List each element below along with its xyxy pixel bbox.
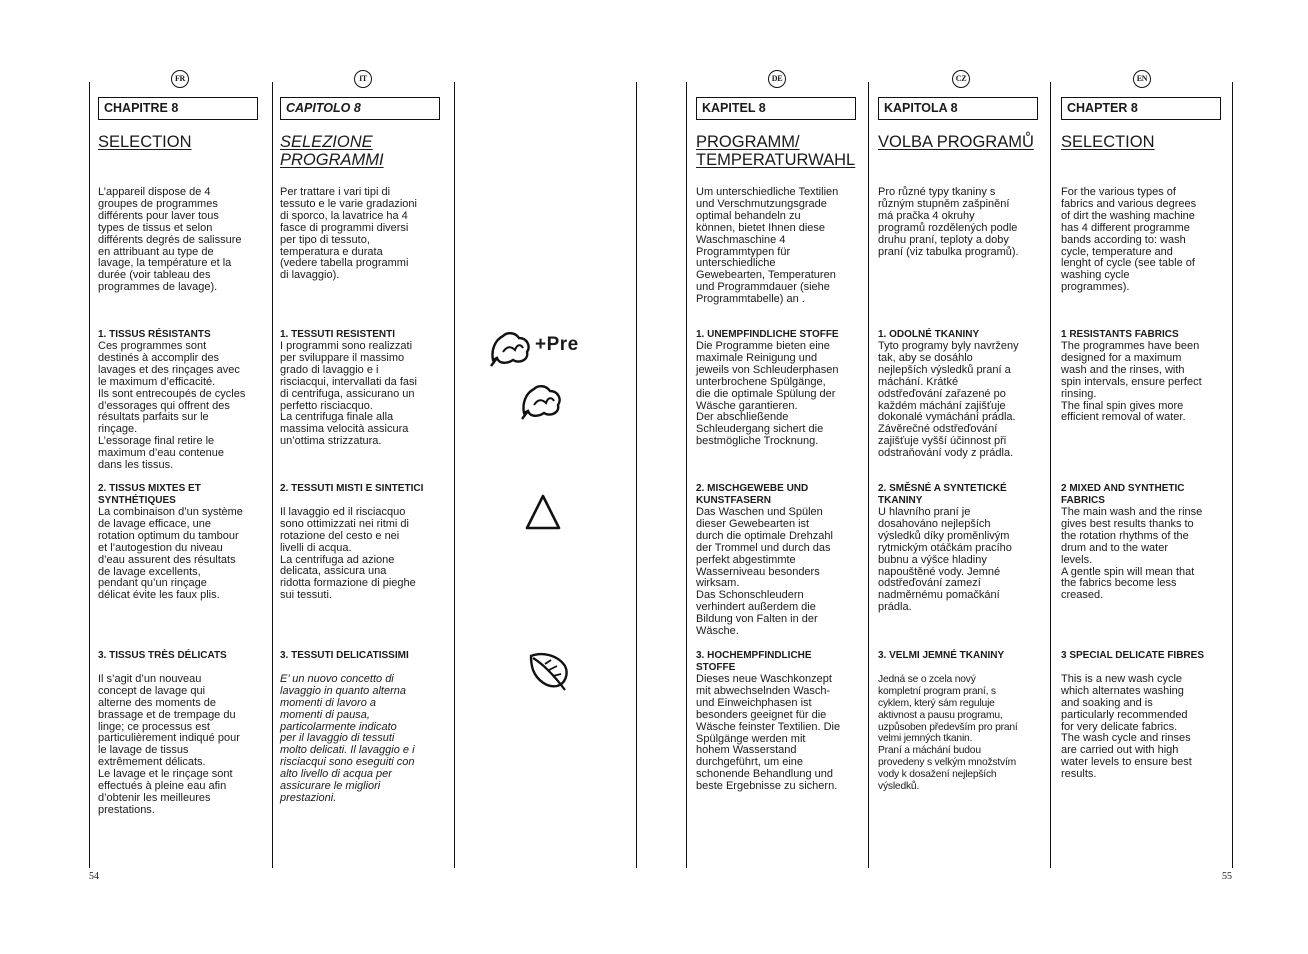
text-resistant: Die Programme bieten eine maximale Reinigung und jeweils von Schleuderphasen unterbrochene Spülgänge, die die optimale Spülung der Wäsche garantieren. Der abschließende Schleudergang sichert die bestmögliche Trocknung. bbox=[696, 340, 839, 448]
cotton-icon bbox=[520, 383, 564, 421]
rule-left-margin bbox=[89, 82, 90, 868]
section-title: SELECTION bbox=[98, 133, 192, 151]
heading-mixed: 2 MIXED AND SYNTHETIC FABRICS bbox=[1061, 483, 1185, 506]
section-title: SELEZIONE PROGRAMMI bbox=[280, 133, 384, 169]
lang-badge-cz: CZ bbox=[952, 70, 970, 88]
rule-de-cz bbox=[868, 82, 869, 868]
heading-delicate: 3. VELMI JEMNÉ TKANINY bbox=[878, 650, 1005, 661]
text-delicate: Dieses neue Waschkonzept mit abwechselnden Wasch- und Einweichphasen ist besonders geeignet für die Wäsche feinster Textilien. Die Spülgänge werden mit hohem Wasserstand durchgeführt, um eine schonende Behandlung und beste Ergebnisse zu sichern. bbox=[696, 673, 841, 793]
rule-right-margin bbox=[1232, 82, 1233, 868]
column-fr bbox=[98, 97, 258, 816]
column-cz bbox=[878, 97, 1038, 793]
text-mixed: U hlavního praní je dosahováno nejlepších výsledků díky proměnlivým rytmickým otáčkám pracího bubnu a výšce hladiny napouštěné vody. Jemné odstřeďování zamezí nadměrnému pomačkání prádla. bbox=[878, 506, 1012, 614]
intro-text: Pro různé typy tkaniny s různým stupněm zašpinění má pračka 4 okruhy programů rozdělených podle druhu praní, teploty a doby praní (viz tabulka programů). bbox=[878, 186, 1019, 258]
heading-resistant: 1. ODOLNÉ TKANINY bbox=[878, 329, 980, 340]
heading-resistant: 1 RESISTANTS FABRICS bbox=[1061, 329, 1179, 340]
heading-delicate: 3. TESSUTI DELICATISSIMI bbox=[280, 650, 409, 661]
text-resistant: Ces programmes sont destinés à accomplir des lavages et des rinçages avec le maximum d’efficacité. Ils sont entrecoupés de cycles d’essorages qui offrent des résultats parfaits sur le rinçage. L’essorage final retire le maximum d’eau contenue dans les tissus. bbox=[98, 340, 246, 472]
heading-mixed: 2. SMĚSNÉ A SYNTETICKÉ TKANINY bbox=[878, 483, 1007, 506]
text-delicate: E’ un nuovo concetto di lavaggio in quanto alterna momenti di lavoro a momenti di pausa, particolarmente indicato per il lavaggio di tessuti molto delicati. Il lavaggio e i risciacqui sono eseguiti con alto livello di acqua per assicurare le migliori prestazioni. bbox=[280, 672, 415, 804]
rule-fr-it bbox=[272, 82, 273, 868]
heading-delicate: 3. HOCHEMPFINDLICHE STOFFE bbox=[696, 650, 812, 673]
text-mixed: The main wash and the rinse gives best results thanks to the rotation rhythms of the drum and to the water levels. A gentle spin will mean that the fabrics become less creased. bbox=[1061, 506, 1203, 602]
lang-badge-fr: FR bbox=[171, 70, 189, 88]
text-resistant: I programmi sono realizzati per sviluppare il massimo grado di lavaggio e i risciacqui, intervallati da fasi di centrifuga, assicurano un perfetto risciacquo. La centrifuga finale alla massima velocità assicura un’ottima strizzatura. bbox=[280, 340, 417, 448]
intro-text: For the various types of fabrics and various degrees of dirt the washing machine has 4 different programme bands according to: wash cycle, temperature and lenght of cycle (see table of washing cycle programmes). bbox=[1061, 186, 1197, 294]
cotton-prewash-icon bbox=[489, 330, 533, 368]
column-it bbox=[280, 97, 440, 804]
chapter-label: CHAPTER 8 bbox=[1061, 97, 1221, 120]
text-mixed: Das Waschen und Spülen dieser Gewebearten ist durch die optimale Drehzahl der Trommel und durch das perfekt abgestimmte Wasserniveau besonders wirksam. Das Schonschleudern verhindert außerdem die Bildung von Falten in der Wäsche. bbox=[696, 506, 833, 638]
lang-badge-it: IT bbox=[354, 70, 372, 88]
page-number-right: 55 bbox=[1222, 871, 1232, 882]
prewash-label: +Pre bbox=[535, 334, 579, 355]
section-title: SELECTION bbox=[1061, 133, 1155, 151]
section-title: PROGRAMM/ TEMPERATURWAHL bbox=[696, 133, 856, 169]
rule-page-gutter bbox=[636, 82, 637, 868]
text-resistant: The programmes have been designed for a maximum wash and the rinses, with spin intervals, ensure perfect rinsing. The final spin gives more efficient removal of water. bbox=[1061, 340, 1202, 424]
rule-cz-en bbox=[1050, 82, 1051, 868]
text-delicate: This is a new wash cycle which alternates washing and soaking and is particularly recommended for very delicate fabrics. The wash cycle and rinses are carried out with high water levels to ensure best results. bbox=[1061, 672, 1192, 781]
rule-it-symbols bbox=[454, 82, 455, 868]
heading-delicate: 3 SPECIAL DELICATE FIBRES bbox=[1061, 650, 1204, 661]
synthetic-triangle-icon bbox=[524, 492, 562, 532]
chapter-label: CAPITOLO 8 bbox=[280, 97, 440, 120]
heading-mixed: 2. MISCHGEWEBE UND KUNSTFASERN bbox=[696, 483, 809, 506]
intro-text: Per trattare i vari tipi di tessuto e le varie gradazioni di sporco, la lavatrice ha 4 fasce di programmi diversi per tipo di tessuto, temperatura e durata (vedere tabella programmi di lavaggio). bbox=[280, 186, 417, 282]
chapter-label: CHAPITRE 8 bbox=[98, 97, 258, 120]
heading-resistant: 1. TISSUS RÉSISTANTS bbox=[98, 329, 211, 340]
text-delicate: Jedná se o zcela nový kompletní program praní, s cyklem, který sám reguluje aktivnost a pausu programu, uzpůsoben především pro praní velmi jemných tkanin. Praní a máchání budou provedeny s velkým množstvím vody k dosažení nejlepších výsledků. bbox=[878, 673, 1018, 793]
delicate-feather-icon bbox=[527, 650, 571, 692]
column-en bbox=[1061, 97, 1221, 781]
chapter-label: KAPITEL 8 bbox=[696, 97, 856, 120]
intro-text: Um unterschiedliche Textilien und Verschmutzungsgrade optimal behandeln zu können, bietet Ihnen diese Waschmaschine 4 Programmtypen für unterschiedliche Gewebearten, Temperaturen und Programmdauer (siehe Programmtabelle) an . bbox=[696, 186, 839, 306]
rule-de-left bbox=[686, 82, 687, 868]
intro-text: L’appareil dispose de 4 groupes de programmes différents pour laver tous types de tissus et selon différents degrés de salissure en attribuant au type de lavage, la température et la durée (voir tableau des programmes de lavage). bbox=[98, 186, 242, 294]
text-mixed: Il lavaggio ed il risciacquo sono ottimizzati nei ritmi di rotazione del cesto e nei livelli di acqua. La centrifuga ad azione delicata, assicura una ridotta formazione di pieghe sui tessuti. bbox=[280, 505, 416, 602]
chapter-label: KAPITOLA 8 bbox=[878, 97, 1038, 120]
heading-delicate: 3. TISSUS TRÈS DÉLICATS bbox=[98, 650, 227, 661]
heading-resistant: 1. UNEMPFINDLICHE STOFFE bbox=[696, 329, 839, 340]
heading-mixed: 2. TESSUTI MISTI E SINTETICI bbox=[280, 483, 424, 494]
column-de bbox=[696, 97, 856, 793]
lang-badge-de: DE bbox=[768, 70, 786, 88]
heading-mixed: 2. TISSUS MIXTES ET SYNTHÉTIQUES bbox=[98, 483, 201, 506]
heading-resistant: 1. TESSUTI RESISTENTI bbox=[280, 329, 396, 340]
text-resistant: Tyto programy byly navrženy tak, aby se dosáhlo nejlepších výsledků praní a máchání. Krátké odstřeďování zařazené po každém máchání zajišťuje dokonalé vymáchání prádla. Závěrečné odstřeďování zajišťuje vyšší účinnost při odstraňování vody z prádla. bbox=[878, 340, 1019, 460]
text-delicate: Il s’agit d’un nouveau concept de lavage qui alterne des moments de brassage et de trempage du linge; ce processus est particulièrement indiqué pour le lavage de tissus extrêmement délicats. Le lavage et le rinçage sont effectués à pleine eau afin d’obtenir les meilleures prestations. bbox=[98, 672, 240, 816]
page-number-left: 54 bbox=[89, 871, 99, 882]
section-title: VOLBA PROGRAMŮ bbox=[878, 133, 1034, 151]
text-mixed: La combinaison d’un système de lavage efficace, une rotation optimum du tambour et l’autogestion du niveau d’eau assurent des résultats de lavage excellents, pendant qu’un rinçage délicat évite les faux plis. bbox=[98, 506, 243, 602]
lang-badge-en: EN bbox=[1133, 70, 1151, 88]
